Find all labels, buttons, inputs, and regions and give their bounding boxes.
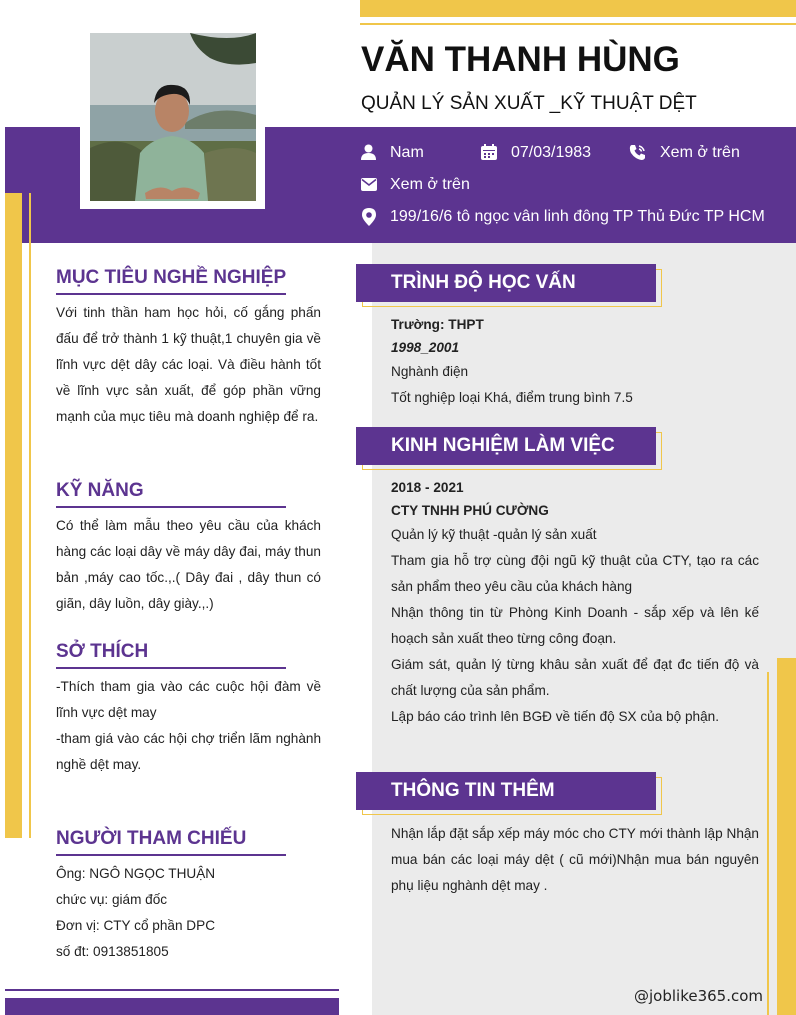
education-major: Nghành điện <box>391 364 469 379</box>
left-yellow-line <box>29 193 31 838</box>
skills-heading-underline <box>56 506 286 508</box>
contact-address <box>360 208 780 228</box>
hobbies-heading-underline <box>56 667 286 669</box>
additional-text: Nhận lắp đặt sắp xếp máy móc cho CTY mới thành lập Nhận mua bán các loại máy dệt ( cũ mới)Nhận mua bán nguyên phụ liệu nghành dệt may . <box>391 826 759 893</box>
phone-icon <box>629 144 646 161</box>
email-value: Xem ở trên <box>390 176 470 193</box>
reference-line: chức vụ: giám đốc <box>56 892 168 907</box>
reference-list <box>56 861 321 965</box>
contact-email <box>360 176 520 196</box>
objective-heading: MỤC TIÊU NGHỀ NGHIỆP <box>56 267 287 288</box>
birthday-value: 07/03/1983 <box>511 144 592 161</box>
reference-heading: NGƯỜI THAM CHIẾU <box>56 828 247 849</box>
education-school: Trường: THPT <box>391 317 484 332</box>
right-yellow-line <box>767 672 769 1015</box>
gender-value: Nam <box>390 144 424 161</box>
objective-heading-underline <box>56 293 286 295</box>
contact-gender <box>360 144 480 164</box>
hobbies-list <box>56 674 321 778</box>
education-result: Tốt nghiệp loại Khá, điểm trung bình 7.5 <box>391 390 633 405</box>
reference-heading-underline <box>56 854 286 856</box>
experience-item: Tham gia hỗ trợ cùng đội ngũ kỹ thuật của CTY, tạo ra các sản phẩm theo yêu cầu của khách hàng <box>391 553 759 594</box>
reference-line: số đt: 0913851805 <box>56 944 169 959</box>
phone-value: Xem ở trên <box>660 144 740 161</box>
experience-item: Lập báo cáo trình lên BGĐ về tiến độ SX của bộ phận. <box>391 709 719 724</box>
bottom-purple-bar <box>5 998 339 1015</box>
calendar-icon <box>481 144 497 160</box>
location-icon <box>362 208 376 226</box>
left-yellow-bar <box>5 193 22 838</box>
right-yellow-bar <box>777 658 796 1015</box>
footer-watermark: @joblike365.com <box>634 987 764 1005</box>
candidate-name: VĂN THANH HÙNG <box>361 40 680 79</box>
reference-line: Ông: NGÔ NGỌC THUẬN <box>56 866 216 881</box>
education-details <box>391 313 759 411</box>
contact-birthday <box>480 144 620 164</box>
experience-heading: KINH NGHIỆM LÀM VIỆC <box>356 427 656 465</box>
address-value: 199/16/6 tô ngọc vân linh đông TP Thủ Đức TP HCM <box>390 208 765 225</box>
additional-heading: THÔNG TIN THÊM <box>356 772 656 810</box>
bottom-purple-line <box>5 989 339 991</box>
email-icon <box>361 178 377 191</box>
skills-heading: KỸ NĂNG <box>56 480 144 501</box>
education-heading: TRÌNH ĐỘ HỌC VẤN <box>356 264 656 302</box>
objective-text: Với tinh thần ham học hỏi, cố gắng phấn đấu để trở thành 1 kỹ thuật,1 chuyên gia về lĩnh vực dệt dây các loại. Và điều hành tốt về lĩnh vực sản xuất, để góp phần vững mạnh của mục tiêu mà doanh nghiệp để ra. <box>56 305 321 424</box>
top-yellow-line <box>360 23 796 25</box>
top-yellow-bar <box>360 0 796 17</box>
education-period: 1998_2001 <box>391 340 460 355</box>
experience-period: 2018 - 2021 <box>391 480 464 495</box>
experience-item: Giám sát, quản lý từng khâu sản xuất để đạt đc tiến độ và chất lượng của sản phẩm. <box>391 657 759 698</box>
experience-company: CTY TNHH PHÚ CƯỜNG <box>391 503 549 518</box>
experience-details <box>391 476 759 730</box>
reference-line: Đơn vị: CTY cổ phần DPC <box>56 918 216 933</box>
skills-text: Có thể làm mẫu theo yêu cầu của khách hàng các loại dây về máy dây đai, máy thun bản ,máy cao tốc.,.( Dây đai , dây thun có giãn, dây luồn, dây giày.,.) <box>56 518 321 611</box>
user-icon <box>361 144 376 160</box>
hobbies-heading: SỞ THÍCH <box>56 641 149 662</box>
contact-phone <box>629 144 769 164</box>
hobby-item: -Thích tham gia vào các cuộc hội đàm về lĩnh vực dệt may <box>56 679 321 720</box>
experience-item: Nhận thông tin từ Phòng Kinh Doanh - sắp xếp và lên kế hoạch sản xuất theo từng công đoạn. <box>391 605 759 646</box>
profile-photo <box>90 33 256 201</box>
experience-item: Quản lý kỹ thuật -quản lý sản xuất <box>391 527 597 542</box>
job-title: QUẢN LÝ SẢN XUẤT _KỸ THUẬT DỆT <box>361 93 697 114</box>
hobby-item: -tham giá vào các hội chợ triển lãm nghành nghề dệt may. <box>56 731 321 772</box>
